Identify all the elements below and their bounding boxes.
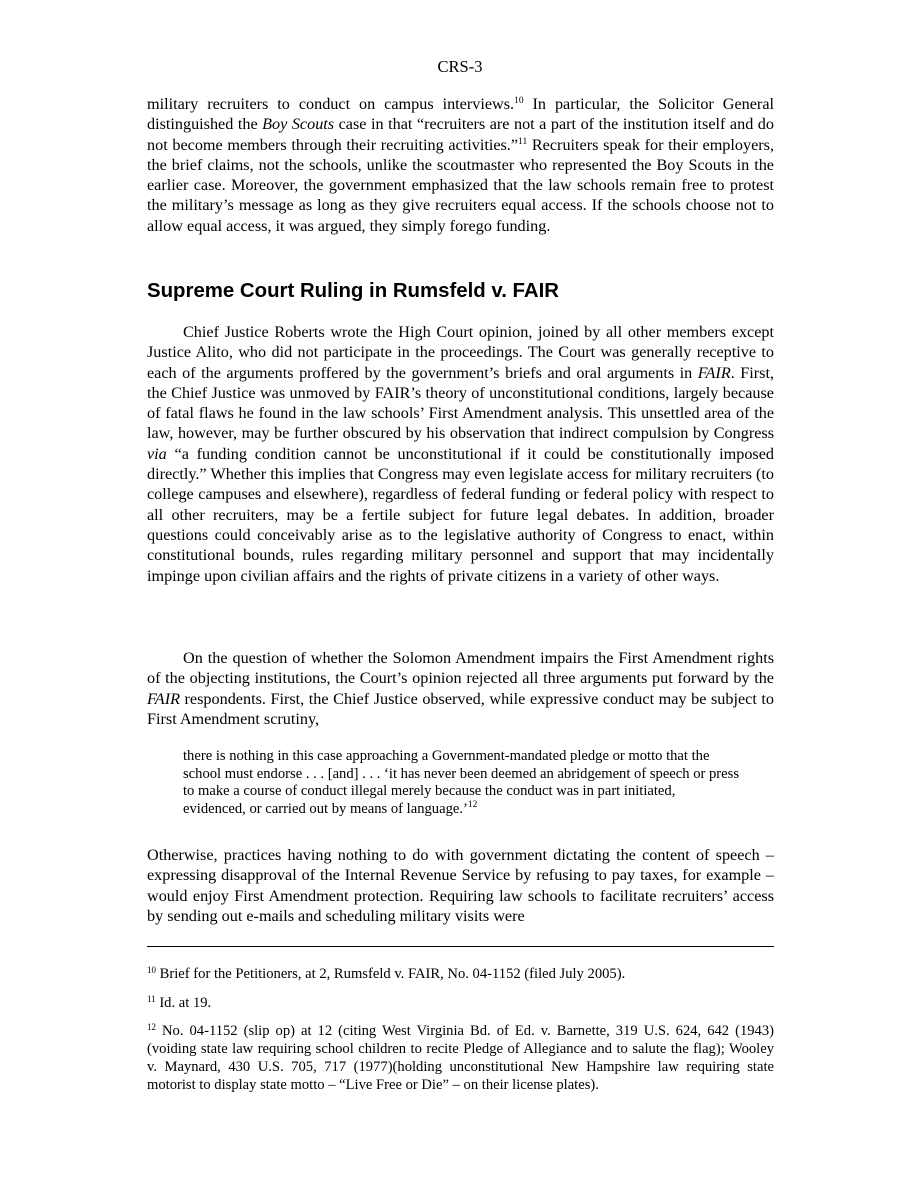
para2-text-a: Chief Justice Roberts wrote the High Court opinion, joined by all other members except Justice Alito, who did not participate in the proceedings. The Court was generally receptive to each of the arguments proffered by the government’s briefs and oral arguments in xyxy=(147,323,774,382)
block-quote xyxy=(183,748,739,818)
para1-text-d: Recruiters speak for their employers, the brief claims, not the schools, unlike the scoutmaster who represented the Boy Scouts in the earlier case. Moreover, the government emphasized that the law schools remain free to protest the military’s message as long as they give recruiters equal access. If the schools choose not to allow equal access, it was argued, they simply forego funding. xyxy=(147,135,774,235)
footnote-ref-11: 11 xyxy=(518,136,528,147)
paragraph-solomon-amendment xyxy=(147,648,774,729)
footnote-number: 10 xyxy=(147,965,156,975)
para2-italic-via: via xyxy=(147,444,167,463)
footnote-ref-10: 10 xyxy=(514,96,524,106)
footnote-text: Brief for the Petitioners, at 2, Rumsfeld v. FAIR, No. 04-1152 (filed July 2005). xyxy=(156,966,626,982)
para2-italic-fair: FAIR xyxy=(697,363,731,382)
para1-text-a: military recruiters to conduct on campus interviews. xyxy=(147,95,515,113)
footnote-text: No. 04-1152 (slip op) at 12 (citing West Virginia Bd. of Ed. v. Barnette, 319 U.S. 624, 642 (1943)(voiding state law requiring school children to recite Pledge of Allegiance and to salute the flag); Wooley v. Maynard, 430 U.S. 705, 717 (1977)(holding unconstitutional New Hampshire law requiring state motorist to display state motto – “Live Free or Die” – on their license plates). xyxy=(147,1023,774,1093)
paragraph-roberts-opinion xyxy=(147,322,774,586)
para2-text-c: “a funding condition cannot be unconstitutional if it could be constitutionally imposed directly.” Whether this implies that Congress may even legislate access for military recruiters (to college campuses and elsewhere), regardless of federal funding or federal policy with respect to all other recruiters, may be a fertile subject for future legal debates. In addition, broader questions could conceivably arise as to the legislative authority of Congress to enact, within constitutional bounds, rules regarding military personnel and support that may incidentally impinge upon civilian affairs and the rights of private citizens in a variety of other ways. xyxy=(147,444,774,585)
page-header xyxy=(0,57,920,77)
footnote-11 xyxy=(147,994,774,1012)
para2-text-b: . First, the Chief Justice was unmoved by FAIR’s theory of unconstitutional conditions, largely because of fatal flaws he found in the law schools’ First Amendment analysis. This unsettled area of the law, however, may be further obscured by his observation that indirect compulsion by Congress xyxy=(147,363,774,443)
para3-text-b: respondents. First, the Chief Justice observed, while expressive conduct may be subject to First Amendment scrutiny, xyxy=(147,689,774,728)
paragraph-otherwise xyxy=(147,845,774,926)
quote-text: there is nothing in this case approaching a Government-mandated pledge or motto that the school must endorse . . . [and] . . . ‘it has never been deemed an abridgement of speech or press to make a course of conduct illegal merely because the conduct was in part initiated, evidenced, or carried out by means of language.’ xyxy=(183,748,740,817)
para1-text-c: case in that “recruiters are not a part of the institution itself and do not become members through their recruiting activities.” xyxy=(147,115,774,154)
footnote-number: 12 xyxy=(147,1022,156,1032)
para3-italic-fair: FAIR xyxy=(147,689,180,708)
footnote-divider xyxy=(147,946,774,947)
para4-text: Otherwise, practices having nothing to do with government dictating the content of speech – expressing disapproval of the Internal Revenue Service by refusing to pay taxes, for example – would enjoy First Amendment protection. Requiring law schools to facilitate recruiters’ access by sending out e-mails and scheduling military visits were xyxy=(147,846,774,925)
para3-text-a: On the question of whether the Solomon Amendment impairs the First Amendment rights of the objecting institutions, the Court’s opinion rejected all three arguments put forward by the xyxy=(147,649,774,688)
footnote-text: Id. at 19. xyxy=(155,995,212,1011)
footnote-ref-12: 12 xyxy=(467,799,478,810)
page-label: CRS-3 xyxy=(437,57,483,76)
footnote-12 xyxy=(147,1022,774,1094)
para1-italic-boy-scouts: Boy Scouts xyxy=(262,115,335,134)
paragraph-recruiters xyxy=(147,94,774,236)
footnote-number: 11 xyxy=(147,994,156,1004)
footnote-10 xyxy=(147,965,774,983)
section-heading: Supreme Court Ruling in Rumsfeld v. FAIR xyxy=(147,280,559,302)
para1-text-b: In particular, the Solicitor General distinguished the xyxy=(147,95,775,134)
